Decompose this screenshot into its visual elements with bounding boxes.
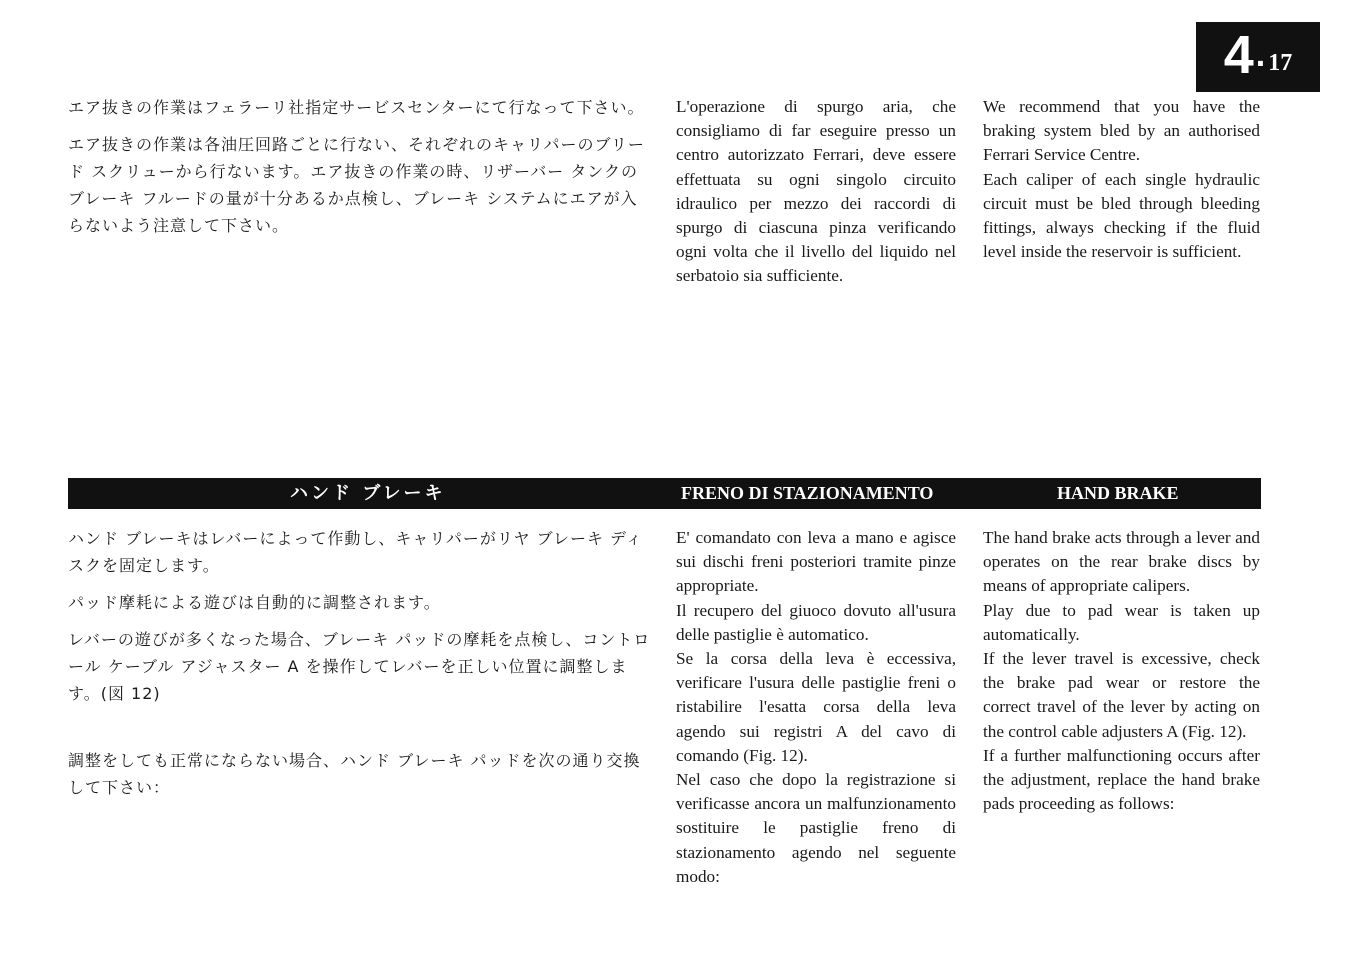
page-sub-number: 17 (1268, 49, 1293, 76)
hand-brake-it-paragraph: Se la corsa della leva è eccessiva, verificare l'usura delle pastiglie freni o ristabilire l'esatta corsa della leva agendo sui registri A del cavo di comando (Fig. 12). (676, 649, 956, 765)
bleeding-japanese-column (68, 94, 653, 239)
bleeding-en-paragraph: Each caliper of each single hydraulic circuit must be bled through bleeding fittings, always checking if the fluid level inside the reservoir is sufficient. (983, 169, 1260, 262)
section-header-en: HAND BRAKE (1057, 483, 1179, 503)
page-number-badge (1196, 22, 1320, 87)
hand-brake-en-paragraph: The hand brake acts through a lever and operates on the rear brake discs by means of appropriate calipers. (983, 528, 1260, 596)
hand-brake-ja-paragraph: ハンド ブレーキはレバーによって作動し、キャリパーがリヤ ブレーキ ディスクを固定します。 (68, 529, 643, 575)
bleeding-it-paragraph: L'operazione di spurgo aria, che consigliamo di far eseguire presso un centro autorizzato Ferrari, deve essere effettuata su ogni singolo circuito idraulico per mezzo dei raccordi di spurgo di ciascuna pinza verificando ogni volta che il livello del liquido nel serbatoio sia sufficiente. (676, 97, 956, 286)
page-number-dot: . (1255, 35, 1266, 74)
hand-brake-ja-paragraph: 調整をしても正常にならない場合、ハンド ブレーキ パッドを次の通り交換して下さい： (68, 751, 641, 797)
page-chapter-number: 4 (1223, 24, 1253, 85)
hand-brake-en-paragraph: If a further malfunctioning occurs after the adjustment, replace the hand brake pads proceeding as follows: (983, 745, 1260, 814)
hand-brake-it-paragraph: Il recupero del giuoco dovuto all'usura delle pastiglie è automatico. (676, 600, 956, 644)
hand-brake-italian-column (676, 526, 956, 889)
hand-brake-en-paragraph: Play due to pad wear is taken up automatically. (983, 600, 1260, 644)
bleeding-italian-column (676, 95, 956, 289)
page-number-underline (1196, 87, 1320, 92)
hand-brake-it-paragraph: E' comandato con leva a mano e agisce sui dischi freni posteriori tramite pinze appropriate. (676, 528, 956, 596)
bleeding-ja-paragraph: エア抜きの作業は各油圧回路ごとに行ない、それぞれのキャリパーのブリード スクリューから行ないます。エア抜きの作業の時、リザーバー タンクのブレーキ フルードの量が十分あるか点検し、ブレーキ システムにエアが入らないよう注意して下さい。 (68, 135, 645, 235)
bleeding-en-paragraph: We recommend that you have the braking system bled by an authorised Ferrari Service Centre. (983, 97, 1260, 165)
hand-brake-ja-paragraph: レバーの遊びが多くなった場合、ブレーキ パッドの摩耗を点検し、コントロール ケーブル アジャスター A を操作してレバーを正しい位置に調整します。(図 12) (68, 630, 651, 703)
hand-brake-section-header (68, 478, 1261, 509)
section-header-it: FRENO DI STAZIONAMENTO (681, 483, 934, 503)
hand-brake-en-paragraph: If the lever travel is excessive, check the brake pad wear or restore the correct travel of the lever by acting on the control cable adjusters A (Fig. 12). (983, 649, 1260, 741)
hand-brake-english-column (983, 526, 1260, 816)
hand-brake-ja-paragraph: パッド摩耗による遊びは自動的に調整されます。 (68, 593, 441, 612)
hand-brake-japanese-column (68, 525, 653, 801)
bleeding-ja-paragraph: エア抜きの作業はフェラーリ社指定サービスセンターにて行なって下さい。 (68, 98, 645, 117)
hand-brake-it-paragraph: Nel caso che dopo la registrazione si verificasse ancora un malfunzionamento sostituire le pastiglie freno di stazionamento agendo nel seguente modo: (676, 770, 956, 886)
section-header-ja: ハンド ブレーキ (290, 483, 446, 504)
bleeding-english-column (983, 95, 1260, 264)
